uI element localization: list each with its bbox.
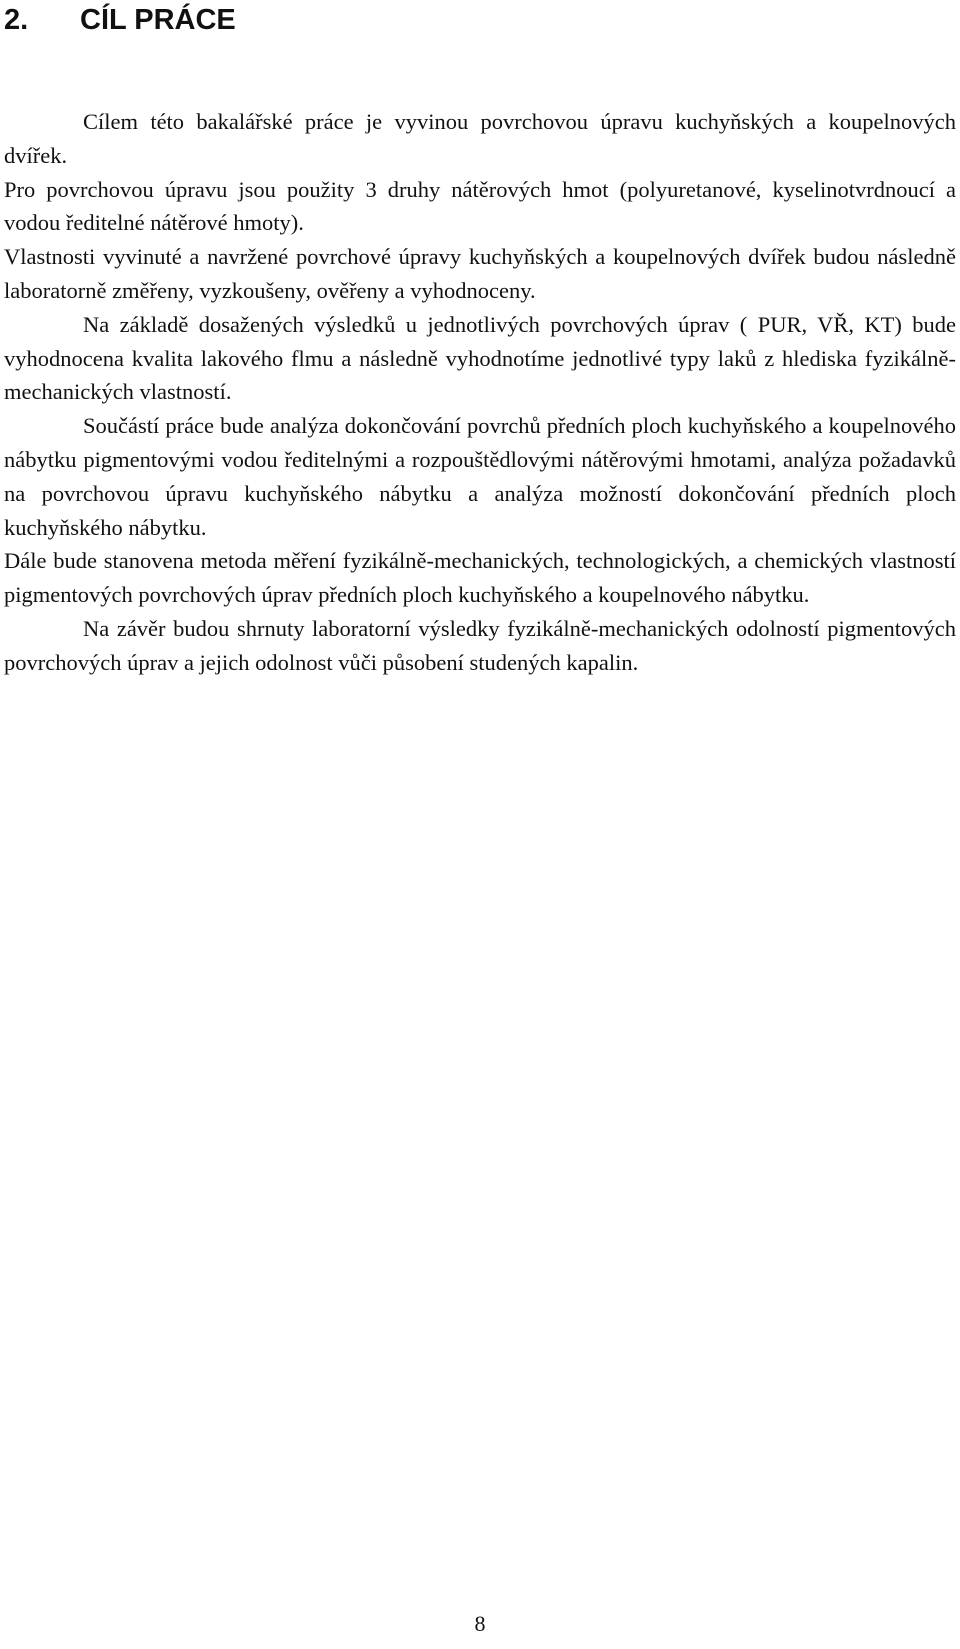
paragraph-properties: Vlastnosti vyvinuté a navržené povrchové úpravy kuchyňských a koupelnových dvířek budou následně laboratorně změřeny, vyzkoušeny, ověřeny a vyhodnoceny. (4, 244, 956, 303)
paragraph-goal: Cílem této bakalářské práce je vyvinou povrchovou úpravu kuchyňských a koupelnových dvířek. (4, 109, 956, 168)
paragraph-coatings: Pro povrchovou úpravu jsou použity 3 druhy nátěrových hmot (polyuretanové, kyselinotvrdnoucí a vodou ředitelné nátěrové hmoty). (4, 176, 956, 236)
chapter-heading (4, 2, 236, 38)
paragraph-conclusion: Na závěr budou shrnuty laboratorní výsledky fyzikálně-mechanických odolností pigmentových povrchových úprav a jejich odolnost vůči působení studených kapalin. (4, 615, 956, 675)
paragraph-method: Dále bude stanovena metoda měření fyzikálně-mechanických, technologických, a chemických vlastností pigmentových povrchových úprav předních ploch kuchyňského a koupelnového nábytku. (4, 548, 956, 608)
chapter-body (4, 105, 956, 680)
paragraph-analysis: Součástí práce bude analýza dokončování povrchů předních ploch kuchyňského a koupelnového nábytku pigmentovými vodou ředitelnými a rozpouštědlovými nátěrovými hmotami, analýza požadavků na povrchovou úpravu kuchyňského nábytku a analýza možností dokončování předních ploch kuchyňského nábytku. (4, 413, 956, 540)
chapter-title: CÍL PRÁCE (80, 4, 236, 36)
chapter-number: 2. (4, 4, 29, 36)
paragraph-evaluation: Na základě dosažených výsledků u jednotlivých povrchových úprav ( PUR, VŘ, KT) bude vyhodnocena kvalita lakového flmu a následně vyhodnotíme jednotlivé typy laků z hlediska fyzikálně-mechanických vlastností. (4, 311, 956, 405)
page-number: 8 (474, 1611, 486, 1636)
